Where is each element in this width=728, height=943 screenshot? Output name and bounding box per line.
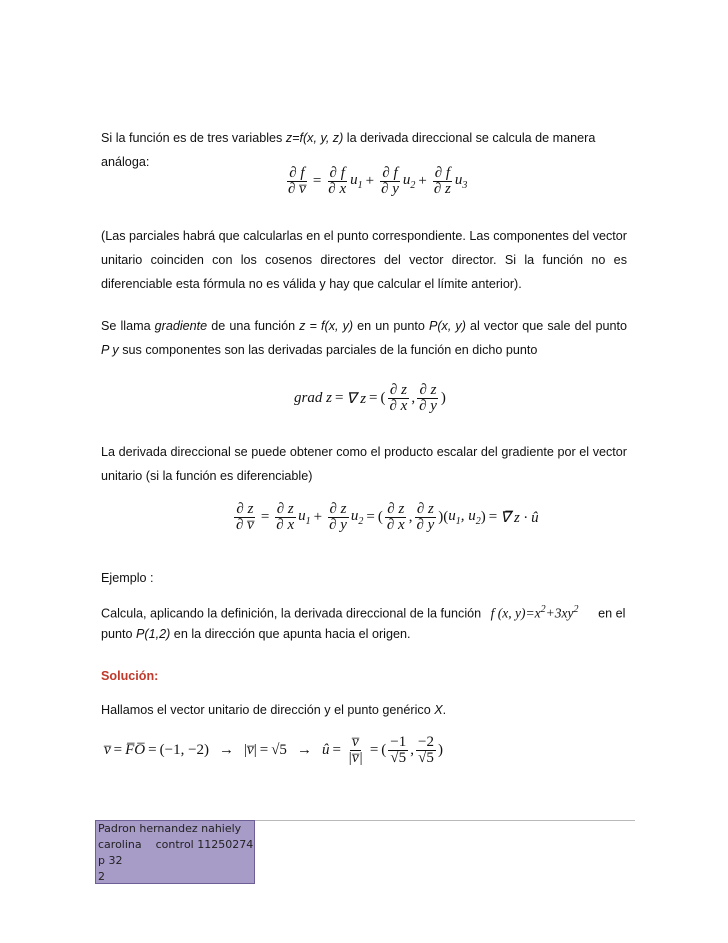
footer-author-box [95,820,255,884]
formula-gradient: grad z = ∇ z = ( $\frac{\partial z}{\partial x}$ , $\frac{\partial z}{\partial y}$ ) [294,382,446,414]
paragraph-example-statement: Calcula, aplicando la definición, la derivada direccional de la función f (x, $y)=x^2+3xy^2$ en el punto P(1,2) en la dirección que apunta hacia el origen. [101,600,627,644]
formula-directional-derivative-3d: $\frac{\partial f}{\partial v̅}$ = $\frac{\partial f}{\partial x}$ $u_1$ + $\frac{\partial f}{\partial y}$ $u_2$ + $\frac{\partial f}{\partial z}$ $u_3$ [288,165,468,197]
footer-rule [255,820,635,821]
footer-line-name: Padron hernandez nahiely [98,822,242,835]
solution-heading: Solución: [101,669,159,683]
paragraph-gradient-definition: Se llama gradiente de una función z = f(x, y) en un punto P(x, y) al vector que sale del punto P y sus componentes son las derivadas parciales de la función en dicho punto [101,319,627,357]
formula-function-f: f (x, $y)=x^2+3xy^2$ [490,604,579,621]
paragraph-scalar-product: La derivada direccional se puede obtener como el producto escalar del gradiente por el vector unitario (si la función es diferenciable) [101,445,627,483]
paragraph-three-variables: Si la función es de tres variables z=f(x, y, z) la derivada direccional se calcula de manera análoga: [101,131,596,169]
formula-unit-vector: v̅ = F̅O̅ = (−1, −2) → | v̅ | = √5 → û = $\frac{v̅}{|v̅|}$ = ( $\frac{-1}{√5}$ , $\frac{-2}{√5}$ ) [104,734,443,766]
footer-line-page: p 32 [98,854,123,867]
example-heading: Ejemplo : [101,571,154,585]
footer-line-control: carolina control 11250274 [98,838,254,851]
paragraph-partials-note: (Las parciales habrá que calcularlas en el punto correspondiente. Las componentes del vector unitario coinciden con los cosenos directores del vector director. Si la función no es diferenciable esta fórmula no es válida y hay que calcular el límite anterior). [101,229,627,291]
paragraph-unit-vector: Hallamos el vector unitario de dirección y el punto genérico X. [101,703,447,717]
footer-page-number: 2 [98,870,105,883]
formula-dot-product: $\frac{\partial z}{\partial v̅}$ = $\frac{\partial z}{\partial x}$ $u_1$ + $\frac{\partial z}{\partial y}$ $u_2$ = ( $\frac{\partial z}{\partial x}$ , $\frac{\partial z}{\partial y}$ ) ( $u_1$, $u_2$ ) = ∇̅ z · û [236,501,539,533]
